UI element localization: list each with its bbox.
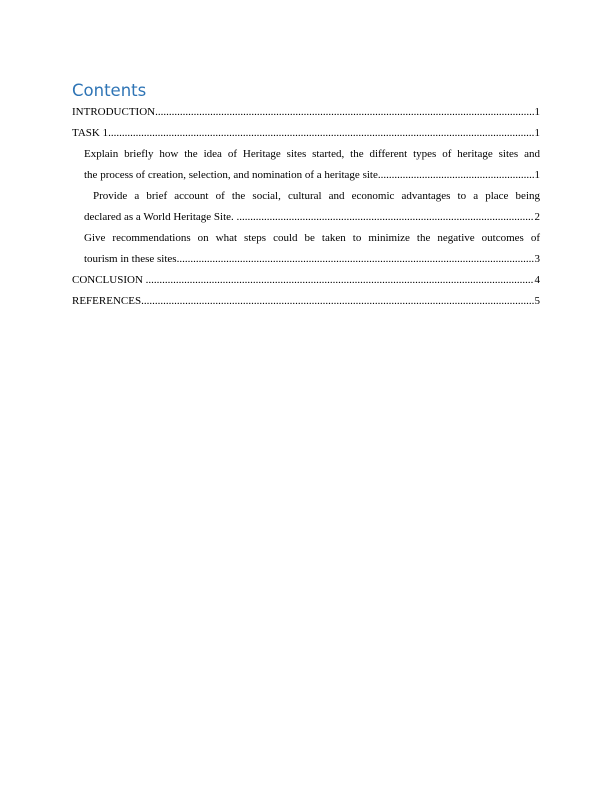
toc-entry-title-line-2: declared as a World Heritage Site. [84, 211, 237, 223]
toc-page-number: 1 [534, 165, 541, 186]
toc-page-number: 1 [534, 102, 541, 123]
toc-entry-introduction[interactable] [72, 102, 540, 123]
toc-entry-task-1[interactable] [72, 123, 540, 144]
toc-heading: Contents [72, 81, 147, 100]
toc-page-number: 3 [534, 249, 541, 270]
toc-entry-title: TASK 1 [72, 127, 109, 139]
toc-page-number: 4 [534, 270, 541, 291]
table-of-contents [72, 80, 540, 312]
toc-entry-world-heritage-advantages[interactable] [84, 186, 540, 228]
toc-entry-references[interactable] [72, 291, 540, 312]
toc-entry-title-line-1: Give recommendations on what steps could be taken to minimize the negative outcomes of [84, 232, 540, 244]
toc-entry-title-line-1: Provide a brief account of the social, cultural and economic advantages to a place being [93, 190, 540, 202]
toc-page-number: 5 [534, 291, 541, 312]
toc-entry-title-line-1: Explain briefly how the idea of Heritage sites started, the different types of heritage sites and [84, 148, 540, 160]
toc-entry-heritage-sites-origin[interactable] [84, 144, 540, 186]
toc-page-number: 1 [534, 123, 541, 144]
toc-page-number: 2 [534, 207, 541, 228]
toc-entry-conclusion[interactable] [72, 270, 540, 291]
toc-entry-title-line-2: the process of creation, selection, and nomination of a heritage site [84, 169, 378, 181]
toc-entry-title-line-2: tourism in these sites [84, 253, 177, 265]
toc-entry-title: REFERENCES [72, 295, 142, 307]
toc-entry-title: CONCLUSION [72, 274, 146, 286]
toc-entry-title: INTRODUCTION [72, 106, 156, 118]
toc-entry-tourism-recommendations[interactable] [84, 228, 540, 270]
